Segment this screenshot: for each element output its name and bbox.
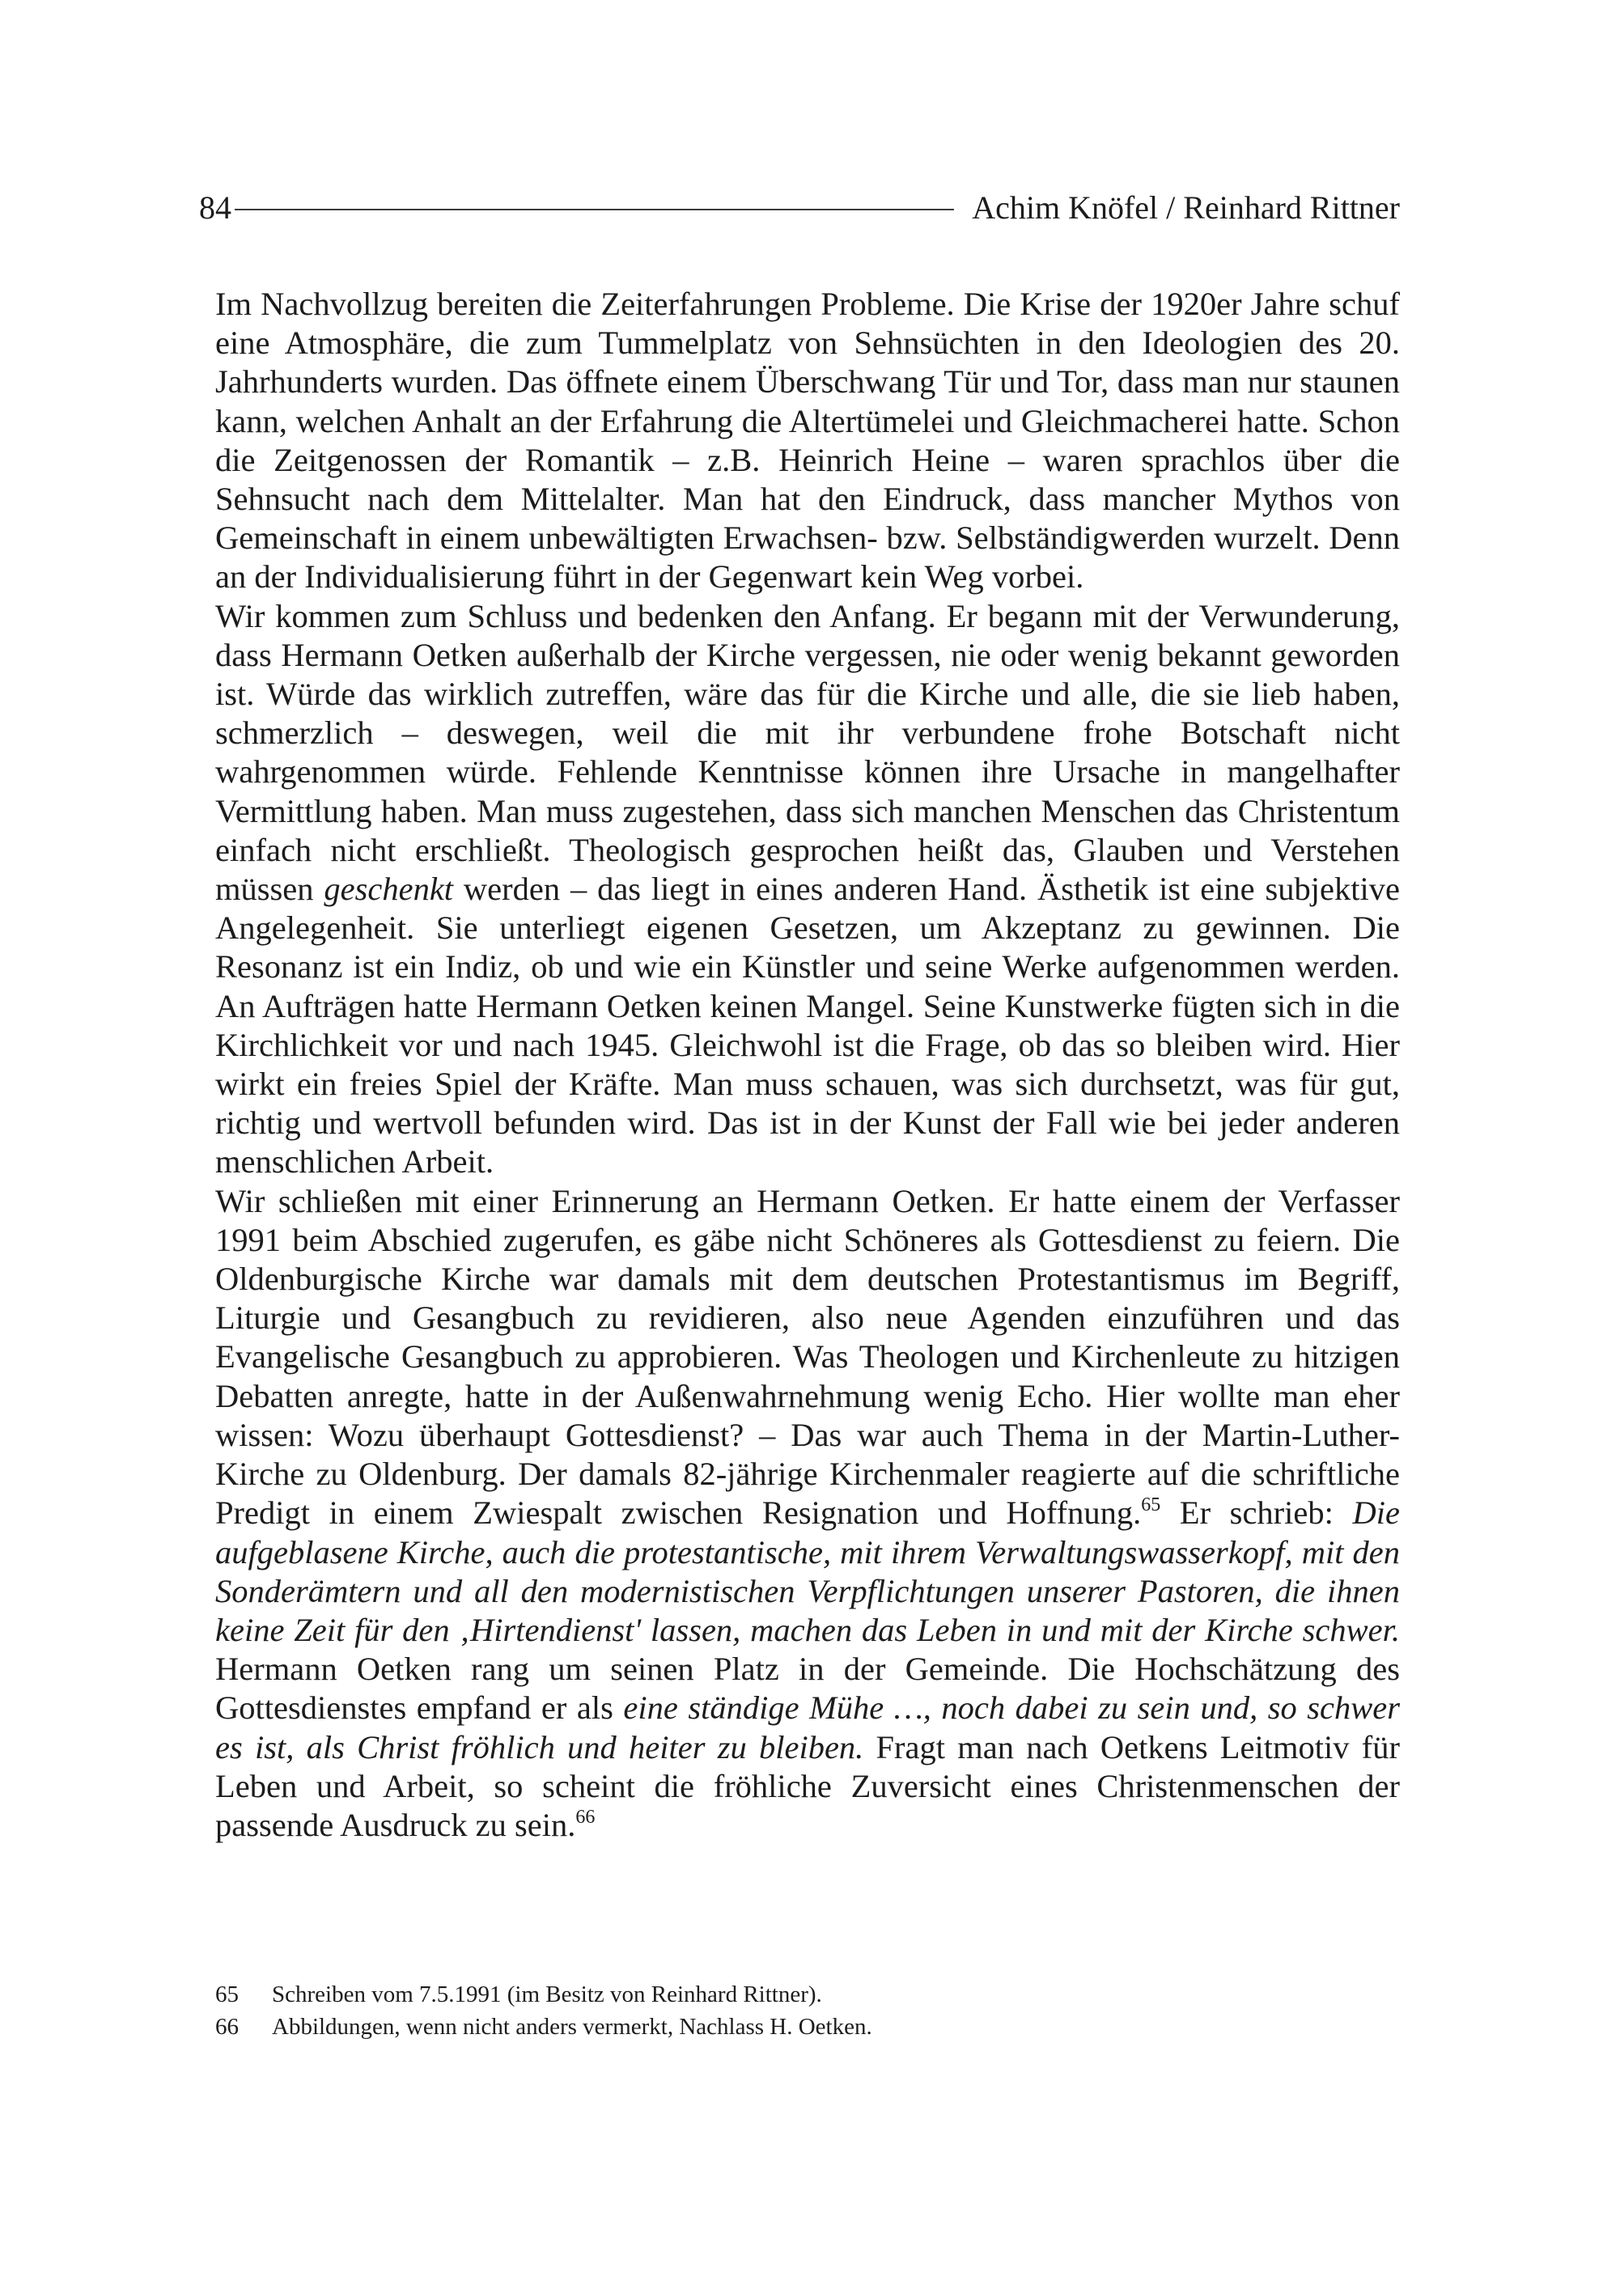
text-run: Wir kommen zum Schluss und bedenken den Anfang. Er begann mit der Verwunderung, dass Hermann Oetken außerhalb der Kirche vergessen, nie oder wenig bekannt geworden ist. Würde das wirklich zutreffen, wäre das für die Kirche und alle, die sie lieb haben, schmerzlich – deswegen, weil die mit ihr verbundene frohe Botschaft nicht wahrgenommen würde. Fehlende Kenntnisse können ihre Ursache in mangelhafter Vermittlung haben. Man muss zugestehen, dass sich manchen Menschen das Christentum einfach nicht erschließt. Theologisch gesprochen heißt das, Glauben und Verstehen müssen	[215, 597, 1400, 908]
footnote	[215, 1978, 1400, 2011]
footnote-reference: 65	[1141, 1494, 1161, 1516]
italic-text: geschenkt	[324, 871, 454, 908]
footnote-number: 65	[215, 1981, 239, 2007]
footnote-text: Schreiben vom 7.5.1991 (im Besitz von Reinhard Rittner).	[272, 1981, 822, 2007]
text-run: Wir schließen mit einer Erinnerung an Hermann Oetken. Er hatte einem der Verfasser 1991 beim Abschied zugerufen, es gäbe nicht Schöneres als Gottesdienst zu feiern. Die Oldenburgische Kirche war damals mit dem deutschen Protestantismus im Begriff, Liturgie und Gesangbuch zu revidieren, also neue Agenden einzuführen und das Evangelische Gesangbuch zu approbieren. Was Theologen und Kirchenleute zu hitzigen Debatten anregte, hatte in der Außenwahrnehmung wenig Echo. Hier wollte man eher wissen: Wozu überhaupt Gottesdienst? – Das war auch Thema in der Martin-Luther-Kirche zu Oldenburg. Der damals 82-jährige Kirchenmaler reagierte auf die schriftliche Predigt in einem Zwiespalt zwischen Resignation und Hoffnung.	[215, 1182, 1400, 1532]
text-run: Fragt man nach Oetkens Leitmotiv für Leben und Arbeit, so scheint die fröhliche Zuversicht eines Christenmenschen der passende Ausdruck zu sein.	[215, 1728, 1400, 1843]
header-authors: Achim Knöfel / Reinhard Rittner	[972, 189, 1400, 226]
body-paragraph	[215, 1182, 1400, 1845]
footnote-reference: 66	[575, 1806, 596, 1828]
footnote	[215, 2011, 1400, 2043]
body-text	[215, 285, 1400, 1845]
header-rule	[235, 209, 954, 210]
italic-text: eine ständige Mühe …, noch dabei zu sein und, so schwer es ist, als Christ fröhlich und heiter zu bleiben.	[215, 1689, 1401, 1765]
body-paragraph	[215, 285, 1400, 597]
text-run: Im Nachvollzug bereiten die Zeiterfahrungen Probleme. Die Krise der 1920er Jahre schuf eine Atmosphäre, die zum Tummelplatz von Sehnsüchten in den Ideologien des 20. Jahrhunderts wurden. Das öffnete einem Überschwang Tür und Tor, dass man nur staunen kann, welchen Anhalt an der Erfahrung die Altertümelei und Gleichmacherei hatte. Schon die Zeitgenossen der Romantik – z.B. Heinrich Heine – waren sprachlos über die Sehnsucht nach dem Mittelalter. Man hat den Eindruck, dass mancher Mythos von Gemeinschaft in einem unbewältigten Erwachsen- bzw. Selbständigwerden wurzelt. Denn an der Individualisierung führt in der Gegenwart kein Weg vorbei.	[215, 286, 1400, 596]
running-header	[199, 184, 1400, 230]
text-run: Hermann Oetken rang um seinen Platz in der Gemeinde. Die Hochschätzung des Gottesdienstes empfand er als	[215, 1651, 1400, 1727]
footnote-text: Abbildungen, wenn nicht anders vermerkt, Nachlass H. Oetken.	[272, 2014, 872, 2040]
footnotes	[215, 1978, 1400, 2043]
text-run: Er schrieb:	[1160, 1494, 1353, 1532]
italic-text: Die aufgeblasene Kirche, auch die protestantische, mit ihrem Verwaltungswasserkopf, mit den Sonderämtern und all den modernistischen Verpflichtungen unserer Pastoren, die ihnen keine Zeit für den ‚Hirtendienst' lassen, machen das Leben in und mit der Kirche schwer.	[215, 1494, 1400, 1648]
text-run: werden – das liegt in eines anderen Hand. Ästhetik ist eine subjektive Angelegenheit. Sie unterliegt eigenen Gesetzen, um Akzeptanz zu gewinnen. Die Resonanz ist ein Indiz, ob und wie ein Künstler und seine Werke aufgenommen werden. An Aufträgen hatte Hermann Oetken keinen Mangel. Seine Kunstwerke fügten sich in die Kirchlichkeit vor und nach 1945. Gleichwohl ist die Frage, ob das so bleiben wird. Hier wirkt ein freies Spiel der Kräfte. Man muss schauen, was sich durchsetzt, was für gut, richtig und wertvoll befunden wird. Das ist in der Kunst der Fall wie bei jeder anderen menschlichen Arbeit.	[215, 871, 1400, 1180]
body-paragraph	[215, 597, 1400, 1182]
page-number: 84	[199, 189, 231, 226]
footnote-number: 66	[215, 2014, 239, 2040]
